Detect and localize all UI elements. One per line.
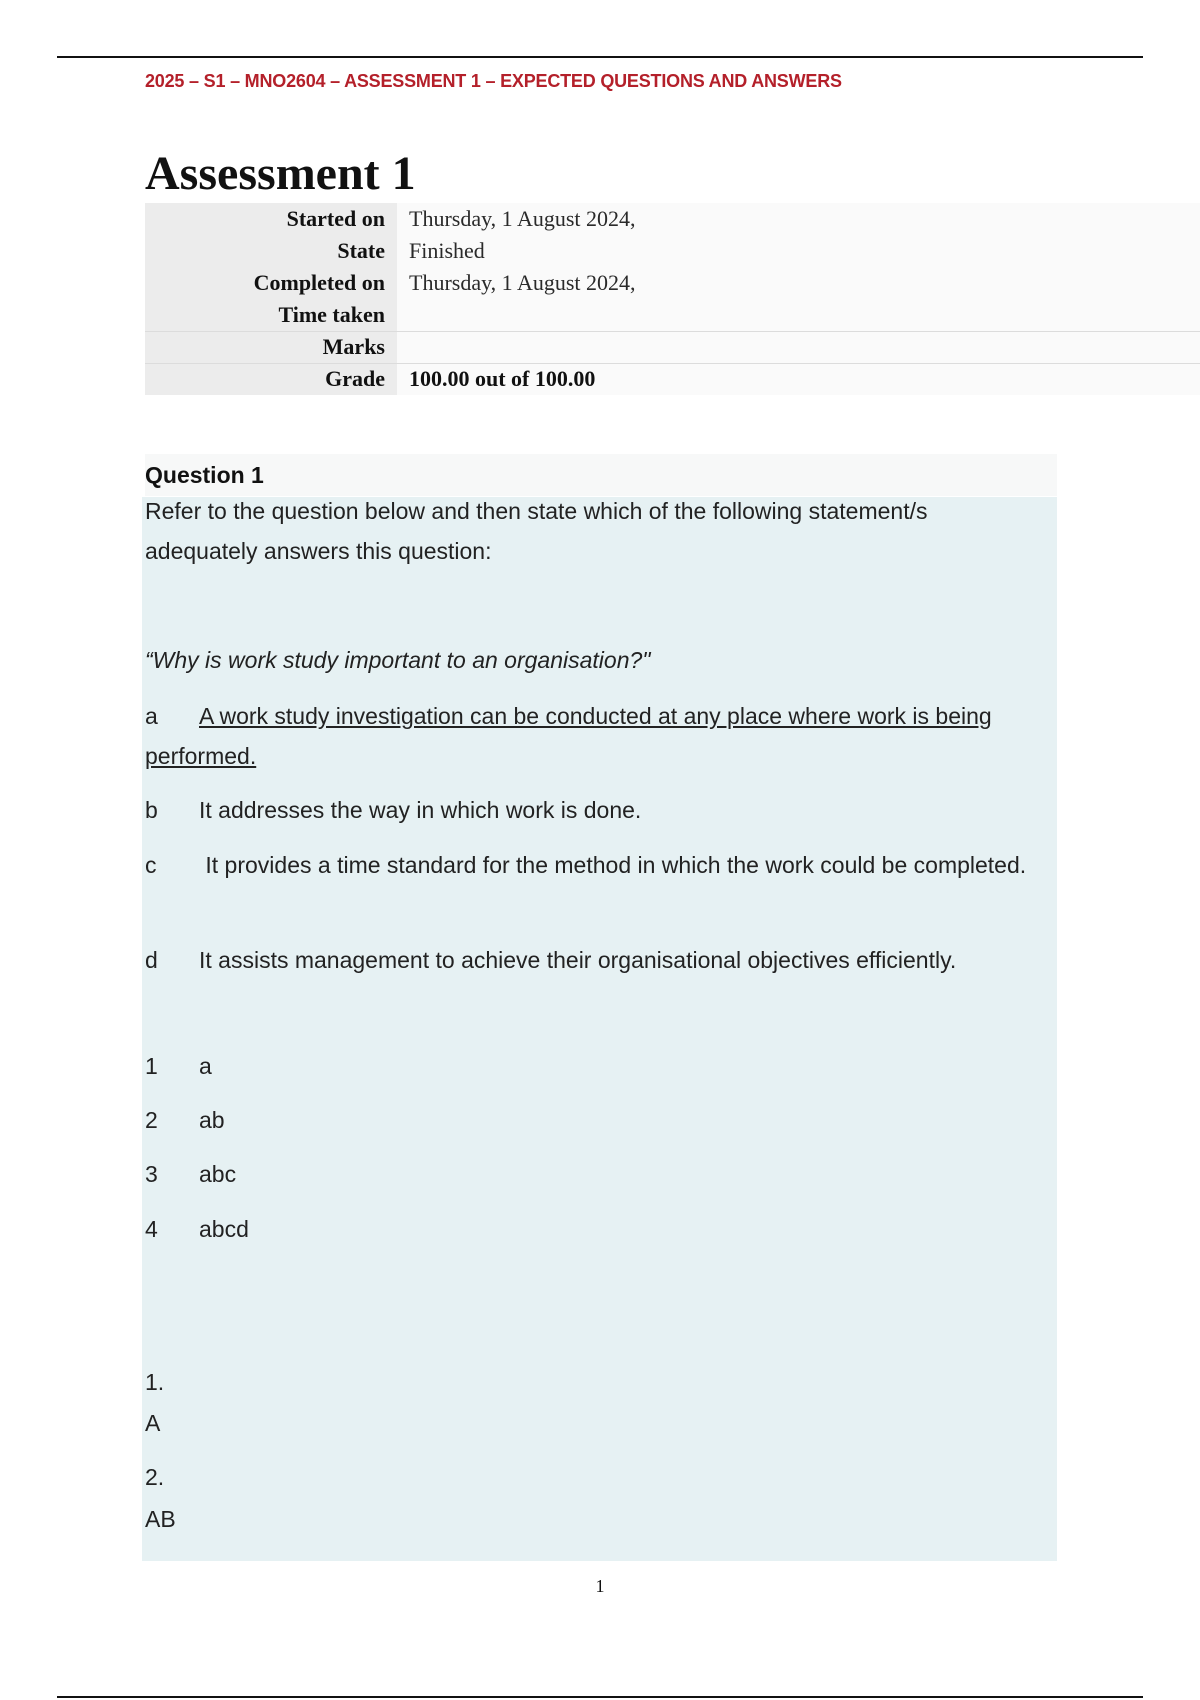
statement-text: A work study investigation can be conducted at any place where work is being performed.	[145, 703, 992, 769]
bottom-rule	[57, 1696, 1143, 1698]
answer-number: 2.	[145, 1464, 165, 1490]
page-title: Assessment 1	[145, 147, 416, 200]
summary-row-marks	[145, 331, 1200, 363]
summary-label: Started on	[145, 203, 397, 235]
choice-number: 2	[145, 1107, 158, 1133]
question-quote: “Why is work study important to an organisation?"	[145, 647, 651, 673]
question-intro: Refer to the question below and then state which of the following statement/s adequately answers this question:	[145, 498, 928, 564]
summary-value	[397, 299, 1200, 331]
statement-letter: c	[145, 852, 157, 878]
choice-text: ab	[199, 1107, 225, 1133]
top-rule	[57, 56, 1143, 58]
statement-option	[145, 696, 1050, 776]
summary-value: Thursday, 1 August 2024,	[397, 267, 1200, 299]
question-heading: Question 1	[145, 462, 264, 488]
attempt-summary-table	[145, 203, 1200, 395]
answer-text: A	[145, 1410, 161, 1436]
summary-label: Marks	[145, 331, 397, 363]
statement-text: It addresses the way in which work is done.	[199, 797, 642, 823]
summary-value: 100.00 out of 100.00	[397, 363, 1200, 395]
choice-number: 1	[145, 1053, 158, 1079]
summary-row-started	[145, 203, 1200, 235]
choice-text: a	[199, 1053, 212, 1079]
summary-row-state	[145, 235, 1200, 267]
answer-choice	[145, 1154, 236, 1194]
statement-letter: b	[145, 797, 158, 823]
choice-text: abc	[199, 1161, 237, 1187]
statement-letter: a	[145, 703, 158, 729]
summary-label: Time taken	[145, 299, 397, 331]
answer-text: AB	[145, 1506, 176, 1532]
statement-text: It provides a time standard for the method in which the work could be completed.	[199, 852, 1027, 878]
choice-text: abcd	[199, 1216, 249, 1242]
statement-letter: d	[145, 947, 158, 973]
question-header	[145, 454, 1057, 496]
page-number: 1	[595, 1576, 605, 1596]
summary-label: Completed on	[145, 267, 397, 299]
answer-choice	[145, 1046, 212, 1086]
statement-text: It assists management to achieve their organisational objectives efficiently.	[199, 947, 957, 973]
choice-number: 3	[145, 1161, 158, 1187]
summary-value: Finished	[397, 235, 1200, 267]
summary-row-time-taken	[145, 299, 1200, 331]
statement-option	[145, 940, 1050, 980]
answer-choice	[145, 1209, 249, 1249]
document-header: 2025 – S1 – MNO2604 – ASSESSMENT 1 – EXPECTED QUESTIONS AND ANSWERS	[145, 71, 842, 91]
choice-number: 4	[145, 1216, 158, 1242]
summary-value: Thursday, 1 August 2024,	[397, 203, 1200, 235]
summary-row-grade	[145, 363, 1200, 395]
summary-value	[397, 331, 1200, 363]
summary-row-completed	[145, 267, 1200, 299]
answer-number: 1.	[145, 1369, 165, 1395]
statement-option	[145, 845, 1050, 885]
summary-label: Grade	[145, 363, 397, 395]
answer-choice	[145, 1100, 225, 1140]
statement-option	[145, 790, 1050, 830]
summary-label: State	[145, 235, 397, 267]
